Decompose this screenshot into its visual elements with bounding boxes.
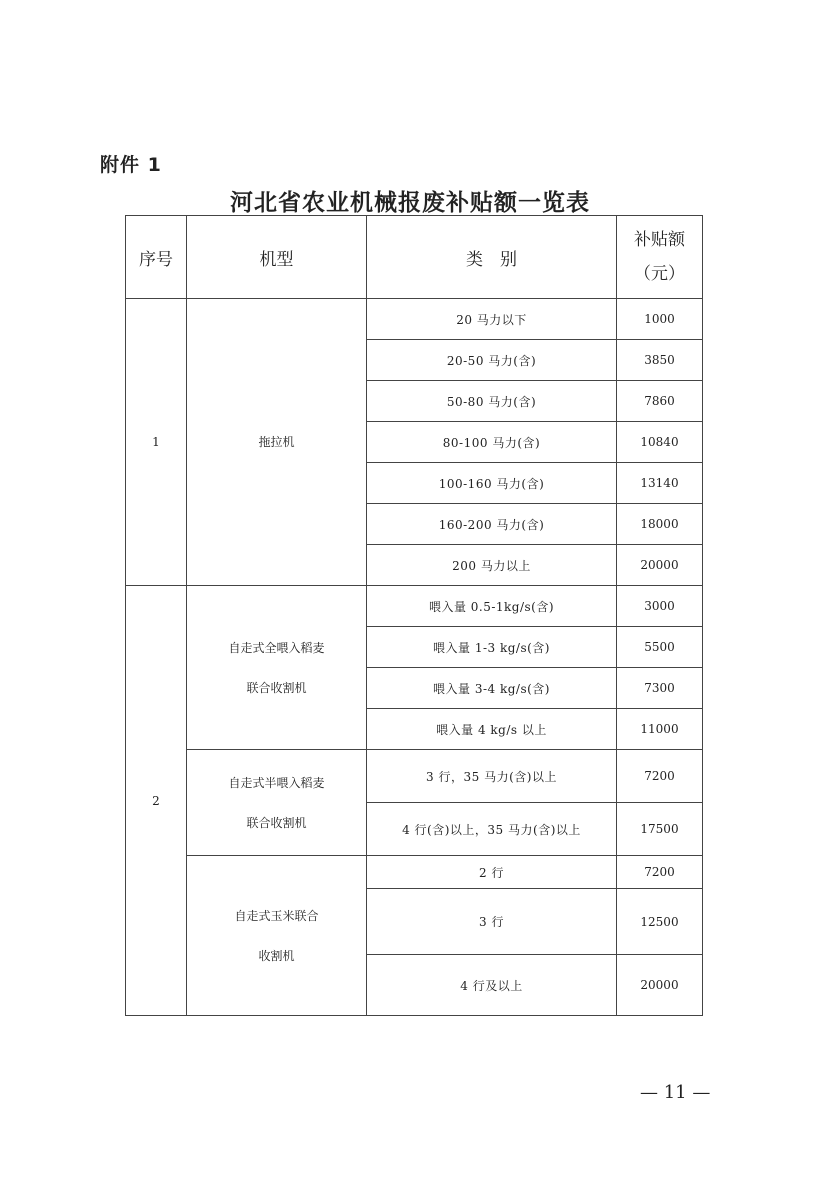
- subsidy-cell: 5500: [617, 627, 703, 668]
- category-cell: 4 行及以上: [367, 955, 617, 1016]
- category-cell: 80-100 马力(含): [367, 422, 617, 463]
- subsidy-cell: 17500: [617, 803, 703, 856]
- machine-name-line: 自走式玉米联合: [234, 908, 319, 923]
- header-subsidy-line2: （元）: [634, 264, 685, 284]
- subsidy-cell: 13140: [617, 463, 703, 504]
- subsidy-cell: 7860: [617, 381, 703, 422]
- page-title: 河北省农业机械报废补贴额一览表: [230, 189, 590, 216]
- attachment-label: 附件 1: [100, 154, 162, 176]
- header-no: 序号: [126, 216, 187, 299]
- table-header-row: [126, 216, 703, 299]
- machine-name-line: 自走式半喂入稻麦: [228, 775, 325, 790]
- subsidy-cell: 3000: [617, 586, 703, 627]
- category-cell: 160-200 马力(含): [367, 504, 617, 545]
- category-cell: 2 行: [367, 856, 617, 889]
- subsidy-cell: 3850: [617, 340, 703, 381]
- category-cell: 喂入量 3-4 kg/s(含): [367, 668, 617, 709]
- subsidy-cell: 20000: [617, 545, 703, 586]
- subsidy-cell: 7200: [617, 856, 703, 889]
- category-cell: 喂入量 4 kg/s 以上: [367, 709, 617, 750]
- subsidy-table: [125, 215, 703, 1016]
- subsidy-cell: 20000: [617, 955, 703, 1016]
- subsidy-cell: 12500: [617, 889, 703, 955]
- category-cell: 20-50 马力(含): [367, 340, 617, 381]
- subsidy-cell: 7200: [617, 750, 703, 803]
- machine-cell: [187, 856, 367, 1016]
- category-cell: 200 马力以上: [367, 545, 617, 586]
- category-cell: 3 行，35 马力(含)以上: [367, 750, 617, 803]
- machine-name-line: 联合收割机: [246, 680, 307, 695]
- category-cell: 喂入量 1-3 kg/s(含): [367, 627, 617, 668]
- machine-cell: [187, 586, 367, 750]
- machine-name-line: 拖拉机: [258, 435, 295, 449]
- table-body: [126, 216, 703, 1016]
- table-row: [126, 750, 703, 803]
- machine-name-line: 自走式全喂入稻麦: [228, 640, 325, 655]
- machine-name-line: 联合收割机: [246, 815, 307, 830]
- category-cell: 50-80 马力(含): [367, 381, 617, 422]
- machine-name-line: 收割机: [258, 948, 295, 963]
- header-machine: 机型: [187, 216, 367, 299]
- subsidy-cell: 18000: [617, 504, 703, 545]
- header-subsidy-line1: 补贴额: [634, 230, 685, 250]
- subsidy-cell: 10840: [617, 422, 703, 463]
- header-category: 类 别: [367, 216, 617, 299]
- category-cell: 3 行: [367, 889, 617, 955]
- machine-cell: [187, 299, 367, 586]
- row-number-cell: 2: [126, 586, 187, 1016]
- category-cell: 100-160 马力(含): [367, 463, 617, 504]
- machine-cell: [187, 750, 367, 856]
- category-cell: 20 马力以下: [367, 299, 617, 340]
- table-row: [126, 856, 703, 889]
- table-row: [126, 299, 703, 340]
- category-cell: 4 行(含)以上，35 马力(含)以上: [367, 803, 617, 856]
- subsidy-cell: 7300: [617, 668, 703, 709]
- category-cell: 喂入量 0.5-1kg/s(含): [367, 586, 617, 627]
- row-number-cell: 1: [126, 299, 187, 586]
- table-row: [126, 586, 703, 627]
- subsidy-cell: 11000: [617, 709, 703, 750]
- subsidy-cell: 1000: [617, 299, 703, 340]
- page-number: — 11 —: [640, 1082, 711, 1103]
- header-subsidy: [617, 216, 703, 299]
